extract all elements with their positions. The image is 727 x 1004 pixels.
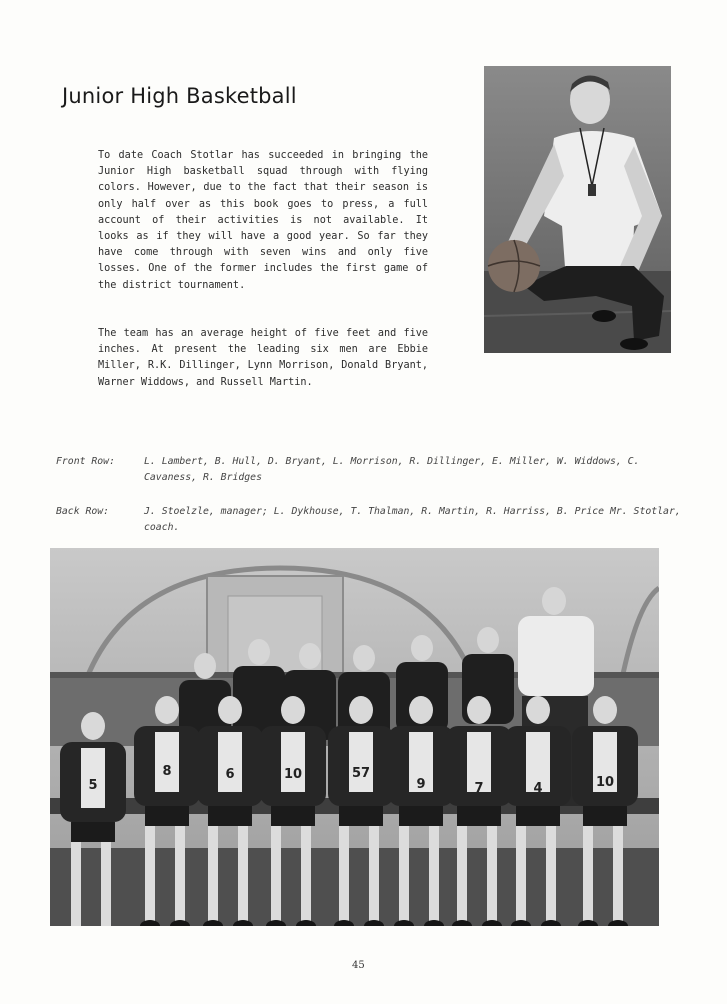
player-shorts [516,806,560,826]
page-title: Junior High Basketball [62,84,297,108]
player-head [155,696,179,724]
player-shorts [145,806,189,826]
jersey-number: 57 [351,766,371,781]
player-leg [271,826,281,924]
player-leg [175,826,185,924]
player-leg [546,826,556,924]
player-shorts [399,806,443,826]
player-head [526,696,550,724]
front-row-names: L. Lambert, B. Hull, D. Bryant, L. Morrison, R. Dillinger, E. Miller, W. Widdows, C. Cavaness, R. Bridges [144,456,640,483]
player-leg [487,826,497,924]
player-head [467,696,491,724]
coach-photo-illustration [484,66,671,353]
player-leg [71,842,81,926]
player-head [299,643,321,669]
coach-shirt [518,616,594,696]
player-jersey [233,666,285,736]
jersey-number: 6 [225,767,235,782]
team-paragraph: The team has an average height of five feet and five inches. At present the leading six men are Ebbie Miller, R.K. Dillinger, Lynn Morrison, Donald Bryant, Warner Widdows, and Russell Martin. [98,328,428,388]
jersey-number: 10 [595,775,615,790]
player-head [281,696,305,724]
player-head [81,712,105,740]
player-head [409,696,433,724]
player-shirt [349,732,373,792]
team-photo [50,548,659,926]
player-leg [301,826,311,924]
player-head [218,696,242,724]
player-head [411,635,433,661]
player-head [194,653,216,679]
page-number: 45 [352,960,365,971]
player-shorts [71,822,115,842]
player-shorts [339,806,383,826]
player-head [477,627,499,653]
player-leg [399,826,409,924]
player-leg [516,826,526,924]
player-leg [429,826,439,924]
team-photo-illustration [50,548,659,926]
player-leg [238,826,248,924]
player-shorts [208,806,252,826]
coach-photo [484,66,671,353]
back-row-names: J. Stoelzle, manager; L. Dykhouse, T. Thalman, R. Martin, R. Harriss, B. Price Mr. Stotlar, coach. [144,506,681,533]
player-leg [457,826,467,924]
player-head [248,639,270,665]
intro-paragraph: To date Coach Stotlar has succeeded in bringing the Junior High basketball squad through with flying colors. However, due to the fact that their season is only half over as this book goes to press, a full account of their activities is not available. It looks as if they will have a good year. So far they have come through with seven wins and only five losses. One of the former includes the first game of the district tournament. [98,150,428,291]
player-shorts [271,806,315,826]
player-leg [208,826,218,924]
player-leg [583,826,593,924]
front-row-label: Front Row: [56,456,115,467]
player-shirt [155,732,179,792]
player-head [353,645,375,671]
jersey-number: 7 [474,781,484,796]
player-shirt [281,732,305,792]
coach-head [542,587,566,615]
player-leg [613,826,623,924]
player-leg [101,842,111,926]
player-leg [339,826,349,924]
player-shorts [457,806,501,826]
player-leg [369,826,379,924]
jersey-number: 8 [162,764,172,779]
player-head [593,696,617,724]
jersey-number: 5 [88,778,98,793]
player-leg [145,826,155,924]
back-row-label: Back Row: [56,506,110,517]
jersey-number: 9 [416,777,426,792]
jersey-number: 4 [533,781,543,796]
jersey-number: 10 [283,767,303,782]
player-shirt [218,732,242,792]
player-head [349,696,373,724]
player-shorts [583,806,627,826]
